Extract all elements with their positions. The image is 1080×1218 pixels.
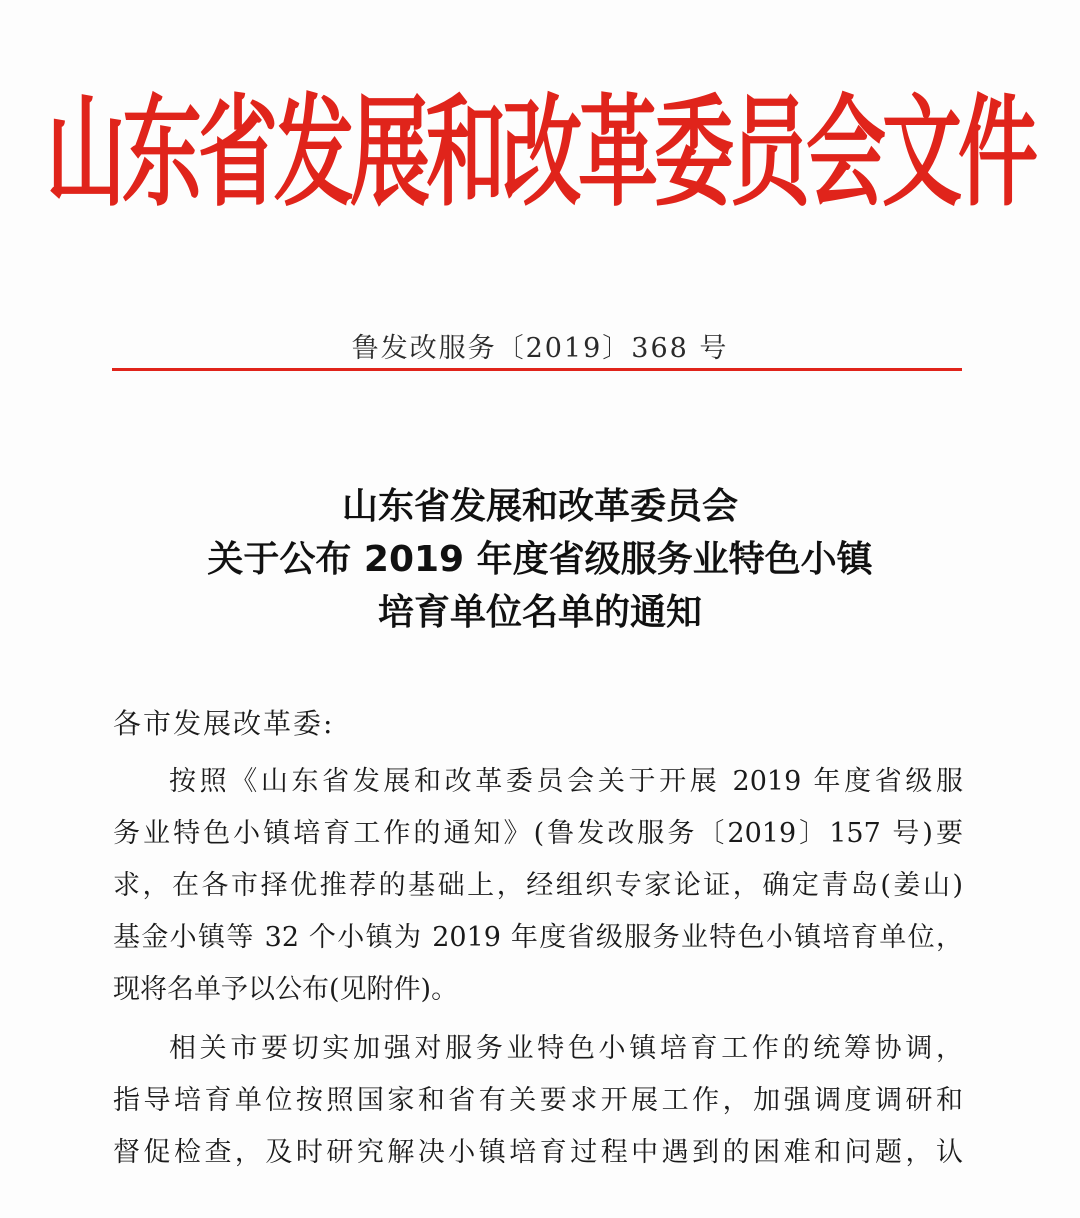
- document-title: [0, 480, 1080, 639]
- paragraph-2-line: 督促检查，及时研究解决小镇培育过程中遇到的困难和问题，认: [113, 1137, 963, 1168]
- paragraph-2-line: 指导培育单位按照国家和省有关要求开展工作，加强调度调研和: [113, 1085, 963, 1116]
- paragraph-2: [113, 1023, 963, 1179]
- red-divider-line: [112, 368, 962, 371]
- paragraph-1-line: 按照《山东省发展和改革委员会关于开展 2019 年度省级服: [169, 766, 963, 797]
- paragraph-1-line: 基金小镇等 32 个小镇为 2019 年度省级服务业特色小镇培育单位，: [113, 922, 963, 953]
- title-line-2: 关于公布 2019 年度省级服务业特色小镇: [207, 539, 873, 580]
- paragraph-2-line: 相关市要切实加强对服务业特色小镇培育工作的统筹协调，: [169, 1033, 963, 1064]
- red-header-title: 山东省发展和改革委员会文件: [46, 81, 1034, 223]
- title-line-3: 培育单位名单的通知: [377, 592, 702, 633]
- paragraph-1: [113, 756, 963, 1016]
- red-header: [46, 81, 1034, 223]
- paragraph-1-line: 现将名单予以公布(见附件)。: [113, 974, 459, 1005]
- paragraph-1-line: 务业特色小镇培育工作的通知》(鲁发改服务〔2019〕157 号)要: [113, 818, 963, 849]
- document-number: 鲁发改服务〔2019〕368 号: [351, 333, 729, 364]
- paragraph-1-line: 求，在各市择优推荐的基础上，经组织专家论证，确定青岛(姜山): [113, 870, 963, 901]
- salutation: 各市发展改革委:: [113, 707, 335, 740]
- title-line-1: 山东省发展和改革委员会: [341, 486, 738, 527]
